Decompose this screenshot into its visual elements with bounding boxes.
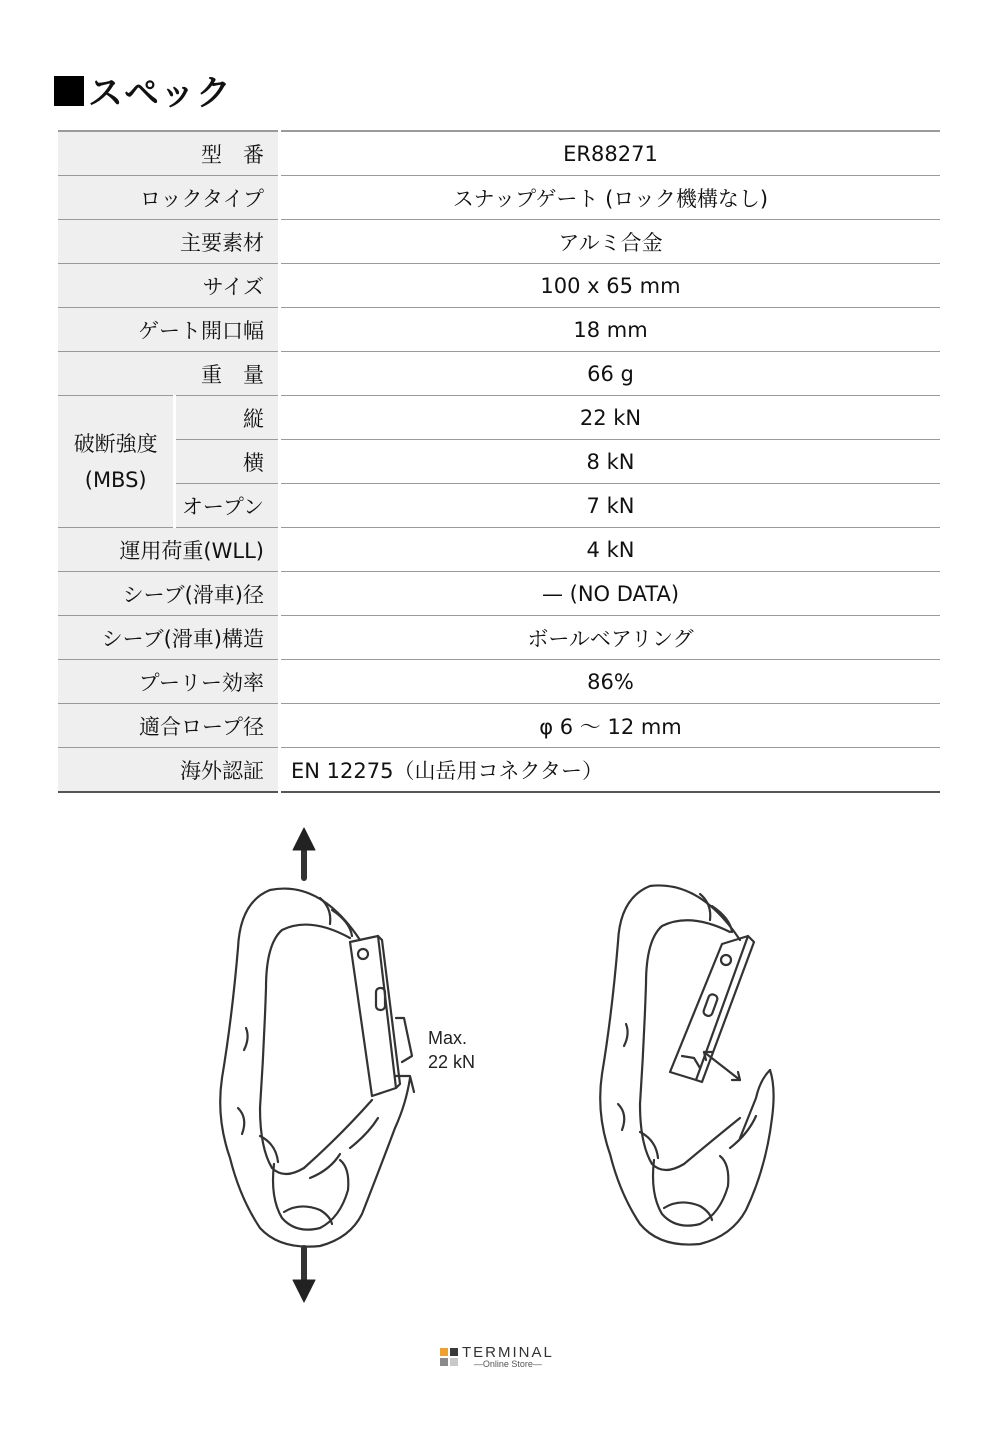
row-label: サイズ: [58, 264, 280, 308]
carabiner-open-drawing: [600, 885, 773, 1244]
max-load-label: [428, 1026, 475, 1074]
strength-sub-label: 縦: [175, 396, 280, 440]
black-square-icon: [54, 76, 84, 106]
table-row: [58, 176, 940, 220]
row-value: 7 kN: [280, 484, 941, 528]
row-label: 重 量: [58, 352, 280, 396]
row-value: 8 kN: [280, 440, 941, 484]
row-value: 100 x 65 mm: [280, 264, 941, 308]
row-label: 海外認証: [58, 748, 280, 793]
table-row: [58, 660, 940, 704]
table-row: [58, 396, 940, 440]
row-value: アルミ合金: [280, 220, 941, 264]
row-label: シーブ(滑車)径: [58, 572, 280, 616]
row-value: スナップゲート (ロック機構なし): [280, 176, 941, 220]
title-text: スペック: [88, 74, 233, 114]
spec-table: [58, 130, 940, 793]
row-value: 86%: [280, 660, 941, 704]
carabiner-closed-drawing: [220, 828, 414, 1302]
table-row: [58, 264, 940, 308]
row-value: 66 g: [280, 352, 941, 396]
row-value: 18 mm: [280, 308, 941, 352]
row-value: — (NO DATA): [280, 572, 941, 616]
row-value: ER88271: [280, 131, 941, 176]
row-value: ボールベアリング: [280, 616, 941, 660]
table-row: [58, 131, 940, 176]
table-row: [58, 352, 940, 396]
row-value: φ 6 〜 12 mm: [280, 704, 941, 748]
row-value: 4 kN: [280, 528, 941, 572]
table-row: [58, 704, 940, 748]
strength-label-line2: (MBS): [84, 467, 147, 492]
logo-subtitle: —Online Store—: [473, 1359, 542, 1369]
row-label: シーブ(滑車)構造: [58, 616, 280, 660]
table-row: [58, 484, 940, 528]
row-label: ゲート開口幅: [58, 308, 280, 352]
terminal-logo: [440, 1345, 554, 1369]
row-label: プーリー効率: [58, 660, 280, 704]
carabiner-illustration: [200, 818, 800, 1318]
row-value: 22 kN: [280, 396, 941, 440]
row-label: 主要素材: [58, 220, 280, 264]
logo-mark-icon: [440, 1348, 458, 1366]
row-label: 型 番: [58, 131, 280, 176]
page-title: [54, 66, 232, 116]
logo-name: TERMINAL: [462, 1344, 554, 1361]
table-row: [58, 616, 940, 660]
max-load-line1: Max.: [428, 1028, 468, 1048]
table-row: [58, 308, 940, 352]
table-row: [58, 528, 940, 572]
strength-group-label: [58, 396, 175, 528]
strength-sub-label: オープン: [175, 484, 280, 528]
max-load-line2: 22 kN: [428, 1052, 476, 1072]
strength-label-line1: 破断強度: [73, 431, 158, 456]
table-row: [58, 572, 940, 616]
table-row: [58, 440, 940, 484]
table-row: [58, 220, 940, 264]
table-row: [58, 748, 940, 793]
row-label: 運用荷重(WLL): [58, 528, 280, 572]
strength-sub-label: 横: [175, 440, 280, 484]
row-label: 適合ロープ径: [58, 704, 280, 748]
row-label: ロックタイプ: [58, 176, 280, 220]
row-value: EN 12275（山岳用コネクター）: [280, 748, 941, 793]
